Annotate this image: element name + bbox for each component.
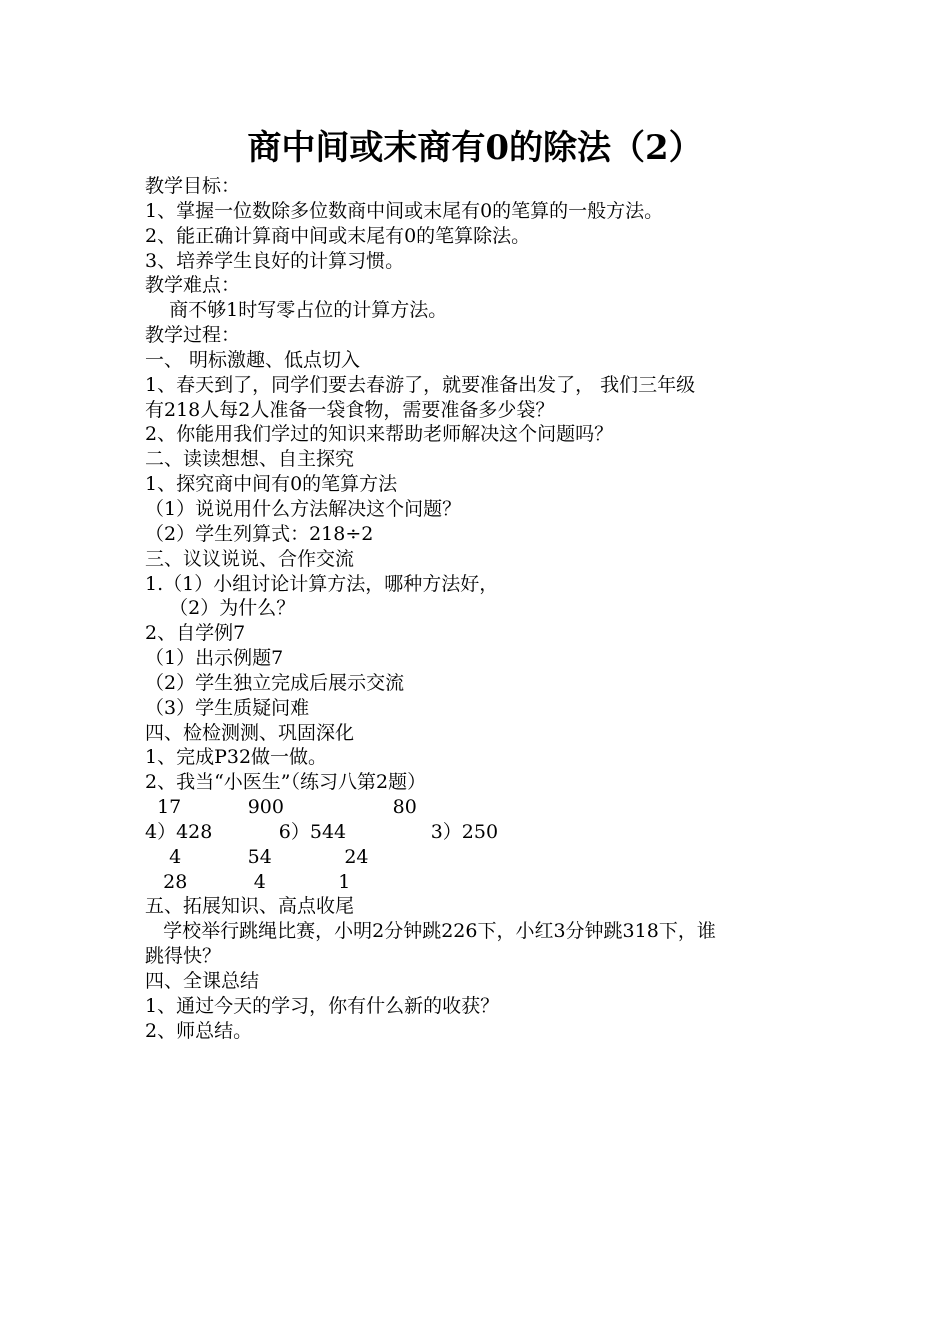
text-line: 2、我当“小医生”（练习八第2题） <box>145 771 427 794</box>
text-line: 五、拓展知识、高点收尾 <box>145 895 355 918</box>
text-line: 4）428 6）544 3）250 <box>145 820 499 843</box>
text-line: 二、读读想想、自主探究 <box>145 448 355 471</box>
text-line: 1.（1）小组讨论计算方法，哪种方法好， <box>145 572 499 595</box>
text-line: 1、完成P32做一做。 <box>145 746 328 769</box>
text-line: 四、全课总结 <box>145 970 260 992</box>
text-line: （2）学生列算式：218÷2 <box>145 522 374 545</box>
text-line: 跳得快？ <box>145 945 222 968</box>
text-line: 教学过程： <box>145 324 241 347</box>
text-line: 2、自学例7 <box>145 622 246 645</box>
text-line: 1、通过今天的学习，你有什么新的收获？ <box>145 994 500 1017</box>
text-line: 商不够1时写零占位的计算方法。 <box>145 299 448 322</box>
text-line: 1、探究商中间有0的笔算方法 <box>145 473 398 496</box>
text-line: 28 4 1 <box>145 870 351 893</box>
text-line: （2）学生独立完成后展示交流 <box>145 671 405 694</box>
text-line: （1）说说用什么方法解决这个问题？ <box>145 497 462 520</box>
text-line: 1、春天到了，同学们要去春游了，就要准备出发了， 我们三年级 <box>145 373 696 396</box>
text-line: 4 54 24 <box>145 845 369 868</box>
text-line: 一、 明标激趣、低点切入 <box>145 348 361 371</box>
text-line: （2）为什么？ <box>145 597 296 620</box>
text-line: 三、议议说说、合作交流 <box>145 547 355 570</box>
text-line: 有218人每2人准备一袋食物，需要准备多少袋？ <box>145 398 555 421</box>
text-line: 2、能正确计算商中间或末尾有0的笔算除法。 <box>145 224 531 247</box>
text-line: 教学目标： <box>145 175 241 197</box>
text-line: 学校举行跳绳比赛，小明2分钟跳226下，小红3分钟跳318下，谁 <box>145 920 716 943</box>
text-line: （1）出示例题7 <box>145 647 284 670</box>
document-body <box>145 174 825 1044</box>
text-line: 1、掌握一位数除多位数商中间或末尾有0的笔算的一般方法。 <box>145 199 664 222</box>
text-line: 3、培养学生良好的计算习惯。 <box>145 249 405 272</box>
text-line: 2、师总结。 <box>145 1019 253 1042</box>
document-title: 商中间或末商有0的除法（2） <box>247 128 703 168</box>
text-line: 17 900 80 <box>145 796 417 819</box>
text-line: （3）学生质疑问难 <box>145 696 310 719</box>
text-line: 2、你能用我们学过的知识来帮助老师解决这个问题吗？ <box>145 423 614 446</box>
text-line: 教学难点： <box>145 274 241 297</box>
text-line: 四、检检测测、巩固深化 <box>145 721 355 744</box>
